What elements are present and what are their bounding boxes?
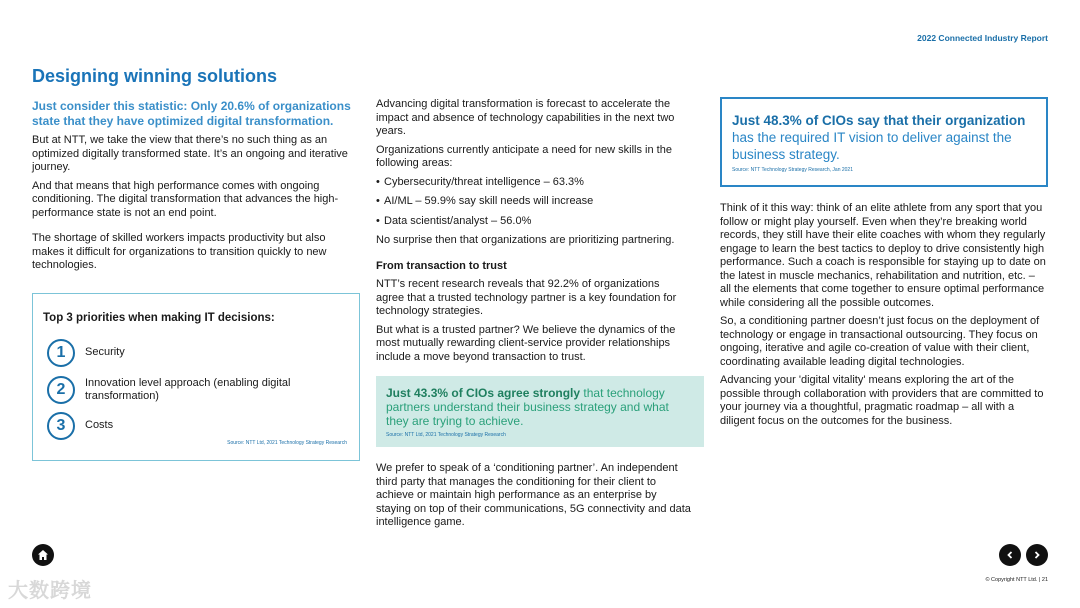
source-note: Source: NTT Technology Strategy Research, Jan 2021 [732, 167, 853, 173]
priorities-box [32, 293, 360, 461]
previous-page-button[interactable] [999, 544, 1021, 566]
priority-number: 3 [47, 412, 75, 440]
subheading: From transaction to trust [376, 259, 507, 272]
home-button[interactable] [32, 544, 54, 566]
watermark: 大数跨境 [8, 580, 92, 602]
paragraph: NTT’s recent research reveals that 92.2% of organizations agree that a trusted technology partner is a key foundation for technology strategies. [376, 278, 677, 317]
paragraph: No surprise then that organizations are prioritizing partnering. [376, 234, 675, 246]
column-right [720, 202, 1046, 433]
source-note: Source: NTT Ltd, 2021 Technology Strategy Research [227, 440, 347, 446]
callout-rest: that technology partners understand their business strategy and what they are trying to achieve. [386, 386, 669, 428]
priority-label: Innovation level approach (enabling digital transformation) [85, 376, 291, 402]
paragraph: The shortage of skilled workers impacts productivity but also makes it difficult for organizations to transition quickly to new technologies. [32, 232, 327, 271]
paragraph: But what is a trusted partner? We believe the dynamics of the most mutually rewarding client-service provider relationships include a move beyond transaction to trust. [376, 323, 676, 363]
callout-strong: Just 43.3% of CIOs agree strongly [386, 386, 581, 400]
priority-item [47, 376, 315, 404]
priority-number: 1 [47, 339, 75, 367]
page-title: Designing winning solutions [32, 66, 277, 86]
source-note: Source: NTT Ltd, 2021 Technology Strategy Research [386, 432, 506, 438]
skills-list [376, 176, 686, 229]
next-page-button[interactable] [1026, 544, 1048, 566]
priority-label: Costs [85, 419, 114, 432]
paragraph: But at NTT, we take the view that there’s no such thing as an optimized digitally transformed state. It’s an ongoing and iterative journey. [32, 134, 348, 173]
paragraph: Advancing your 'digital vitality' means exploring the art of the possible through collaboration with providers that are committed to your journey via a thoughtful, pragmatic roadmap – all with a diligent focus on the outcomes for the business. [720, 374, 1044, 427]
column-middle [376, 98, 686, 369]
paragraph: Think of it this way: think of an elite athlete from any sport that you follow or might play yourself. Even when they’re breaking world records, they still have their elite coaches with whom they regularly engage to learn the best tactics to deploy to drive consistently high performance. Such a coach is responsible for staying up to date on the latest in muscle mechanics, rehabilitation and nutrition, etc. – all the elements that come together to ensure optimal performance while considering all the possible outcomes. [720, 202, 1046, 309]
chevron-left-icon [1005, 550, 1015, 560]
callout-text [386, 386, 694, 428]
priority-item [47, 339, 315, 367]
home-icon [37, 549, 49, 561]
callout-cio-vision [720, 97, 1048, 187]
report-label: 2022 Connected Industry Report [917, 33, 1048, 43]
copyright-page-number: © Copyright NTT Ltd. | 21 [985, 577, 1048, 583]
chevron-right-icon [1032, 550, 1042, 560]
callout-cio-strategy [376, 376, 704, 447]
priorities-title: Top 3 priorities when making IT decisions: [43, 312, 275, 324]
callout-strong: Just 48.3% of CIOs say that their organization [732, 113, 1026, 128]
paragraph: And that means that high performance comes with ongoing conditioning. The digital transformation that advances the high-performance state is not an end point. [32, 179, 339, 219]
priority-item [47, 412, 315, 440]
paragraph: We prefer to speak of a ‘conditioning partner’. An independent third party that manages the conditioning for their client to achieve or maintain high performance as an enterprise by staying on top of their communications, 5G connectivity and data intelligence game. [376, 462, 691, 528]
priority-number: 2 [47, 376, 75, 404]
paragraph: Advancing digital transformation is forecast to accelerate the impact and absence of technology capabilities in the next two years. [376, 98, 675, 137]
list-item: • Data scientist/analyst – 56.0% [376, 215, 686, 229]
callout-rest: has the required IT vision to deliver against the business strategy. [732, 130, 1012, 162]
priority-label: Security [85, 346, 125, 359]
column-left [32, 99, 352, 278]
column-middle-bottom [376, 462, 692, 530]
paragraph: Organizations currently anticipate a need for new skills in the following areas: [376, 143, 672, 169]
callout-text [732, 112, 1036, 163]
list-item: • AI/ML – 59.9% say skill needs will increase [376, 195, 686, 209]
paragraph: So, a conditioning partner doesn’t just focus on the deployment of technology or engage in transactional outsourcing. They focus on ongoing, iterative and agile co-creation of value with their client, coordinating available leading digital technologies. [720, 315, 1040, 368]
lead-statistic: Just consider this statistic: Only 20.6% of organizations state that they have optimized digital transformation. [32, 99, 351, 128]
list-item: • Cybersecurity/threat intelligence – 63.3% [376, 176, 686, 190]
